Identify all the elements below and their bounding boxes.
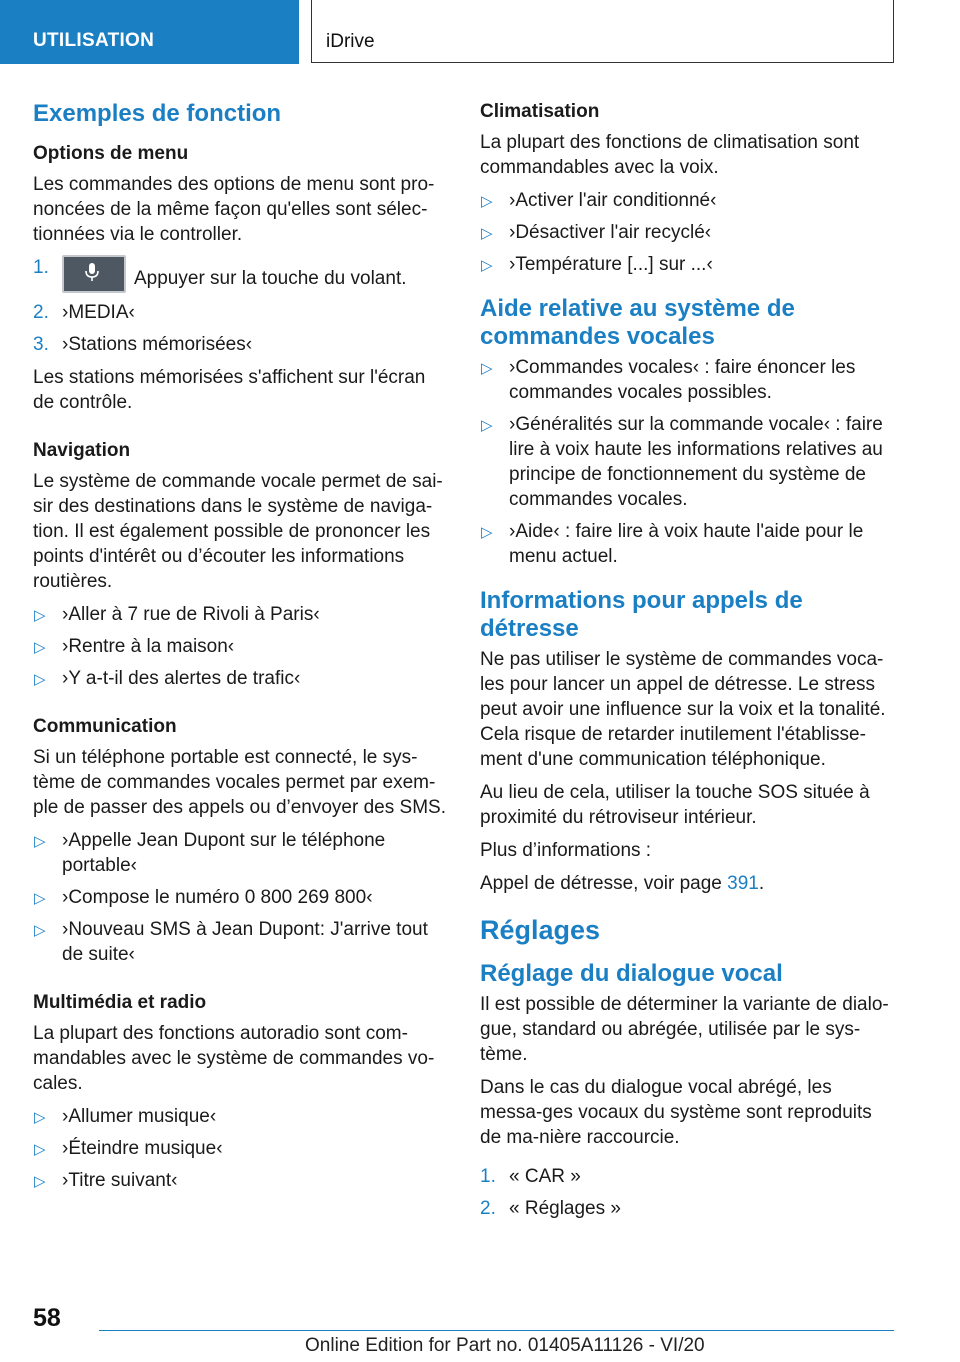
triangle-bullet-icon: ▷ [481,193,493,210]
title-settings: Réglages [480,915,601,945]
menu-intro: Les commandes des options de menu sont pro-noncées de la même façon qu'elles sont sélec-tionnées via le controller. [33,174,435,245]
list-item [33,255,449,293]
settings-p1: Il est possible de déterminer la variante de dialo-gue, standard ou abrégée, utilisée par le sys-tème. [480,994,889,1065]
list-item [33,332,449,357]
triangle-bullet-icon: ▷ [481,417,493,434]
menu-outro: Les stations mémorisées s'affichent sur l'écran de contrôle. [33,367,426,413]
list-item-text: ›Allumer musique‹ [62,1106,217,1127]
list-item [33,634,449,659]
help-list [480,355,898,569]
heading-climate: Climatisation [480,101,600,122]
step-number: 3. [33,334,49,355]
title-function-examples: Exemples de fonction [33,100,282,127]
list-item-text: ›Aide‹ : faire lire à voix haute l'aide pour le menu actuel. [509,521,864,567]
page-link[interactable]: 391 [727,873,759,894]
list-item-text: ›Y a-t-il des alertes de trafic‹ [62,668,301,689]
list-item [480,220,898,245]
step-text: Appuyer sur la touche du volant. [134,268,407,289]
list-item [33,1168,449,1193]
triangle-bullet-icon: ▷ [34,607,46,624]
heading-communication: Communication [33,716,177,737]
section-tab [0,0,299,64]
step-number: 2. [33,302,49,323]
triangle-bullet-icon: ▷ [34,890,46,907]
list-item [33,602,449,627]
title-voice-help: Aide relative au système de commandes vocales [480,295,795,350]
step-text: ›MEDIA‹ [62,302,135,323]
emergency-sos: Au lieu de cela, utiliser la touche SOS située à proximité du rétroviseur intérieur. [480,782,870,828]
list-item [33,666,449,691]
section-title: UTILISATION [33,30,155,51]
list-item [480,355,898,405]
navigation-intro: Le système de commande vocale permet de sai-sir des destinations dans le système de naviga-tion. Il est également possible de prononcer les points d'intérêt ou d’écouter les informations routières. [33,471,443,592]
climate-intro: La plupart des fonctions de climatisation sont commandables avec la voix. [480,132,860,178]
list-item-text: ›Titre suivant‹ [62,1170,178,1191]
emergency-more-info: Plus d’informations : [480,840,652,861]
step-number: 1. [33,257,49,278]
climate-list [480,188,898,277]
list-item [480,1196,898,1221]
triangle-bullet-icon: ▷ [34,1109,46,1126]
list-item [480,1164,898,1189]
triangle-bullet-icon: ▷ [481,360,493,377]
footer-edition: Online Edition for Part no. 01405A11126 - VI/20 [305,1335,705,1356]
triangle-bullet-icon: ▷ [481,524,493,541]
list-item-text: ›Appelle Jean Dupont sur le téléphone portable‹ [62,830,386,876]
settings-p2: Dans le cas du dialogue vocal abrégé, les messa-ges vocaux du système sont reproduits de ma-nière raccourcie. [480,1077,872,1148]
list-item [480,412,898,512]
communication-list [33,828,449,967]
voice-button-icon [62,255,126,293]
list-item [33,917,449,967]
step-text: « Réglages » [509,1198,621,1219]
right-column [480,100,898,1229]
list-item-text: ›Nouveau SMS à Jean Dupont: J'arrive tout de suite‹ [62,919,428,965]
menu-steps [33,255,449,357]
communication-intro: Si un téléphone portable est connecté, le sys-tème de commandes vocales permet par exem-ple de passer des appels ou d’envoyer des SMS. [33,747,446,818]
list-item-text: ›Éteindre musique‹ [62,1138,223,1159]
triangle-bullet-icon: ▷ [481,225,493,242]
list-item-text: ›Activer l'air conditionné‹ [509,190,717,211]
list-item [33,300,449,325]
list-item-text: ›Compose le numéro 0 800 269 800‹ [62,887,373,908]
step-text: « CAR » [509,1166,581,1187]
list-item [480,188,898,213]
navigation-list [33,602,449,691]
list-item-text: ›Commandes vocales‹ : faire énoncer les commandes vocales possibles. [509,357,856,403]
page-ref-suffix: . [758,873,765,894]
triangle-bullet-icon: ▷ [34,922,46,939]
triangle-bullet-icon: ▷ [34,1173,46,1190]
triangle-bullet-icon: ▷ [481,257,493,274]
chapter-title: iDrive [326,31,375,52]
footer-divider [99,1330,894,1331]
list-item [33,828,449,878]
chapter-tab [311,0,894,63]
list-item-text: ›Rentre à la maison‹ [62,636,235,657]
heading-menu-options: Options de menu [33,143,189,164]
list-item-text: ›Température [...] sur ...‹ [509,254,713,275]
heading-multimedia: Multimédia et radio [33,992,207,1013]
left-column [33,100,449,1201]
multimedia-list [33,1104,449,1193]
page-ref-text: Appel de détresse, voir page [480,873,728,894]
title-emergency-calls: Informations pour appels de détresse [480,587,803,642]
list-item [480,252,898,277]
emergency-page-ref [480,871,898,896]
subtitle-voice-dialog: Réglage du dialogue vocal [480,960,783,987]
heading-navigation: Navigation [33,440,131,461]
settings-steps [480,1164,898,1221]
triangle-bullet-icon: ▷ [34,671,46,688]
step-number: 1. [480,1166,496,1187]
triangle-bullet-icon: ▷ [34,1141,46,1158]
triangle-bullet-icon: ▷ [34,639,46,656]
list-item-text: ›Aller à 7 rue de Rivoli à Paris‹ [62,604,320,625]
list-item-text: ›Désactiver l'air recyclé‹ [509,222,712,243]
page-number: 58 [33,1304,61,1332]
list-item-text: ›Généralités sur la commande vocale‹ : faire lire à voix haute les informations relatives au principe de fonctionnement du système de commandes vocales. [509,414,883,510]
multimedia-intro: La plupart des fonctions autoradio sont com-mandables avec le système de commandes vo-cales. [33,1023,435,1094]
list-item [33,1136,449,1161]
list-item [480,519,898,569]
step-text: ›Stations mémorisées‹ [62,334,253,355]
list-item [33,1104,449,1129]
step-number: 2. [480,1198,496,1219]
emergency-warning: Ne pas utiliser le système de commandes voca-les pour lancer un appel de détresse. Le stress peut avoir une influence sur la voix et la tonalité. Cela risque de retarder inutilement l'établisse-ment d'une communication téléphonique. [480,649,886,770]
triangle-bullet-icon: ▷ [34,833,46,850]
list-item [33,885,449,910]
